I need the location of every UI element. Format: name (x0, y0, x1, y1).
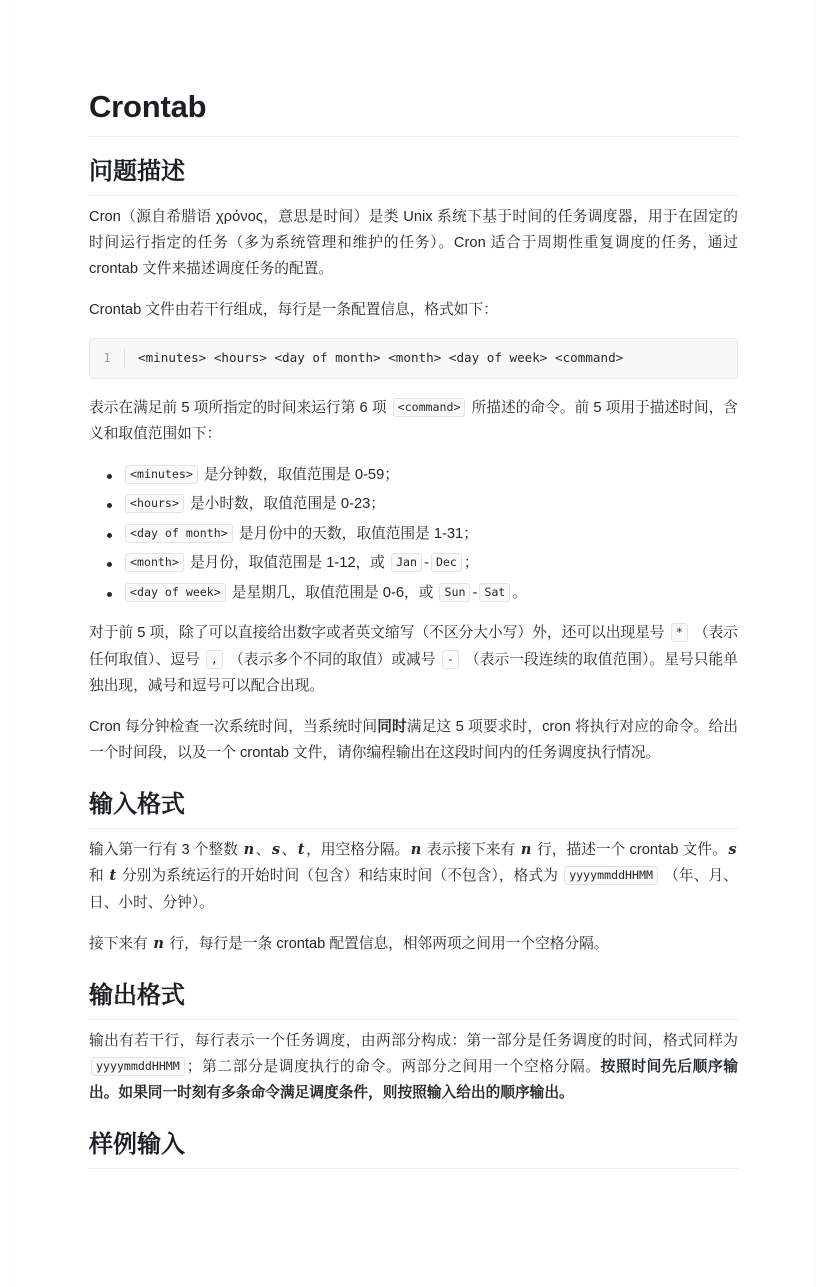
input-format-text-g: 和 (89, 868, 108, 885)
problem-paragraph-4-part-d: （表示一段连续的取值范围）。星号只能单独出现，减号和逗号可以配合出现。 (89, 651, 738, 694)
inline-code-hours: <hours> (125, 494, 184, 513)
inline-code-sun: Sun (439, 583, 470, 602)
list-item-text-tail: 。 (512, 584, 527, 601)
section-heading-input-format: 输入格式 (89, 790, 738, 829)
input-format-text-h: 分别为系统运行的开始时间（包含）和结束时间（不包含），格式为 (117, 868, 563, 885)
problem-paragraph-5 (89, 714, 738, 766)
list-item-text: 是分钟数，取值范围是 0-59； (199, 466, 399, 483)
math-var-s: s (271, 841, 281, 859)
inline-code-month: <month> (125, 553, 184, 572)
problem-paragraph-1-text: Cron（源自希腊语 χρόνος，意思是时间）是类 Unix 系统下基于时间的任务调度器，用于在固定的时间运行指定的任务（多为系统管理和维护的任务）。Cron 适合于周期性重复调度的任务，通过 crontab 文件来描述调度任务的配置。 (89, 208, 738, 278)
list-item-range-separator: - (472, 584, 478, 601)
problem-paragraph-3-part-a: 表示在满足前 5 项所指定的时间来运行第 6 项 (89, 400, 391, 417)
list-item (123, 581, 738, 607)
code-line-content: <minutes> <hours> <day of month> <month> <day of week> <command> (124, 349, 623, 368)
math-var-n: n (410, 841, 422, 859)
page-bottom-spacer (89, 1177, 738, 1287)
input-format-text-f: 行，描述一个 crontab 文件。 (532, 842, 727, 859)
inline-code-hyphen: - (442, 650, 459, 669)
math-var-t: t (297, 841, 305, 859)
input-format-text-e: 表示接下来有 (422, 842, 520, 859)
list-item-text: 是星期几，取值范围是 0-6，或 (227, 584, 438, 601)
math-var-s: s (728, 841, 737, 859)
list-item-range-separator: - (424, 555, 429, 572)
problem-paragraph-5-part-b: 满足这 5 项要求时，cron 将执行对应的命令。给出一个时间段，以及一个 crontab 文件，请你编程输出在这段时间内的任务调度执行情况。 (89, 718, 738, 762)
code-line-number: 1 (103, 350, 111, 366)
inline-code-datetime-format: yyyymmddHHMM (91, 1057, 185, 1076)
problem-paragraph-5-emphasis: 同时 (377, 718, 407, 735)
list-item (123, 551, 738, 577)
inline-code-jan: Jan (391, 553, 422, 572)
math-var-n: n (153, 934, 164, 952)
input-format-2-text-b: 行，每行是一条 crontab 配置信息，相邻两项之间用一个空格分隔。 (165, 935, 609, 952)
page-title: Crontab (89, 88, 738, 137)
math-var-t: t (109, 867, 117, 885)
input-format-text-a: 输入第一行有 3 个整数 (89, 842, 243, 859)
inline-code-day-of-month: <day of month> (125, 524, 233, 543)
problem-paragraph-5-part-a: Cron 每分钟检查一次系统时间，当系统时间 (89, 718, 378, 735)
math-var-n: n (520, 841, 532, 859)
list-item-text-tail: ； (463, 555, 479, 572)
output-format-text-b: ；第二部分是调度执行的命令。两部分之间用一个空格分隔。 (186, 1059, 601, 1076)
math-var-n: n (243, 841, 255, 859)
list-item (123, 522, 738, 548)
inline-code-command: <command> (393, 398, 466, 417)
section-heading-problem: 问题描述 (89, 157, 738, 196)
input-format-text-c: 、 (281, 842, 297, 859)
input-format-paragraph-2 (89, 931, 738, 957)
problem-paragraph-1 (89, 204, 738, 282)
problem-paragraph-4-part-b: （表示任何取值）、逗号 (89, 625, 738, 668)
crontab-field-list (89, 463, 738, 607)
list-item-text: 是月份中的天数，取值范围是 1-31； (234, 525, 478, 542)
inline-code-comma: , (206, 650, 223, 669)
problem-paragraph-4-part-a: 对于前 5 项，除了可以直接给出数字或者英文缩写（不区分大小写）外，还可以出现星号 (89, 625, 669, 642)
list-item (123, 492, 738, 518)
crontab-format-codeblock (89, 338, 738, 379)
document-content (12, 0, 815, 1287)
output-format-paragraph-1 (89, 1028, 738, 1106)
input-format-text-i: （年、月、日、小时、分钟）。 (89, 868, 738, 911)
input-format-2-text-a: 接下来有 (89, 935, 152, 952)
document-page (11, 0, 816, 1287)
input-format-paragraph-1 (89, 837, 738, 915)
inline-code-dec: Dec (431, 553, 462, 572)
inline-code-minutes: <minutes> (125, 465, 198, 484)
list-item-text: 是月份，取值范围是 1-12，或 (185, 555, 390, 572)
section-heading-output-format: 输出格式 (89, 981, 738, 1020)
inline-code-day-of-week: <day of week> (125, 583, 226, 602)
input-format-text-b: 、 (255, 842, 271, 859)
section-heading-sample-input: 样例输入 (89, 1130, 738, 1169)
output-format-emphasis: 按照时间先后顺序输出。如果同一时刻有多条命令满足调度条件，则按照输入给出的顺序输出。 (89, 1059, 738, 1102)
problem-paragraph-4 (89, 620, 738, 698)
problem-paragraph-3-part-b: 所描述的命令。前 5 项用于描述时间，含义和取值范围如下： (89, 400, 738, 443)
inline-code-sat: Sat (479, 583, 510, 602)
input-format-text-d: ，用空格分隔。 (306, 842, 410, 859)
problem-paragraph-4-part-c: （表示多个不同的取值）或减号 (224, 651, 440, 668)
list-item-text: 是小时数，取值范围是 0-23； (185, 496, 385, 513)
list-item (123, 463, 738, 489)
inline-code-datetime-format: yyyymmddHHMM (564, 866, 658, 885)
output-format-text-a: 输出有若干行，每行表示一个任务调度，由两部分构成：第一部分是任务调度的时间，格式同样为 (89, 1032, 738, 1049)
problem-paragraph-2 (89, 297, 738, 323)
problem-paragraph-2-text: Crontab 文件由若干行组成，每行是一条配置信息，格式如下： (89, 302, 498, 319)
problem-paragraph-3 (89, 395, 738, 447)
inline-code-asterisk: * (671, 623, 688, 642)
